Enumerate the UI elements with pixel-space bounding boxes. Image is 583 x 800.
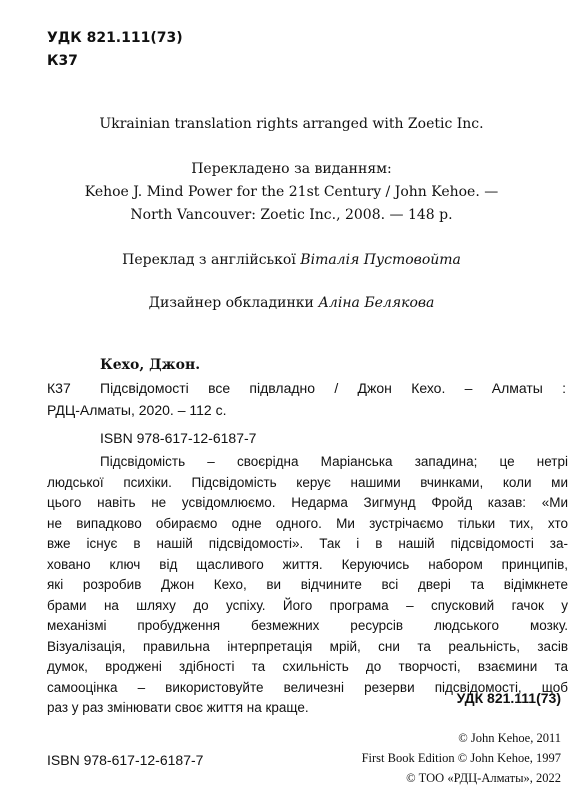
isbn-bottom: ISBN 978-617-12-6187-7 <box>47 752 204 768</box>
copyright-line-1: © John Kehoe, 2011 <box>458 731 561 745</box>
annotation-line: Візуалізація, правильна інтерпретація мрій, сни та реальність, засів <box>47 638 568 654</box>
annotation-line: брами на шляху до успіху. Його програма – спусковий гачок у <box>47 597 568 613</box>
annotation-line: самооцінка – використовуйте величезні резерви підсвідомості, щоб <box>47 679 568 695</box>
annotation <box>47 452 568 719</box>
catalog-code: К37 <box>47 380 71 396</box>
annotation-line: Підсвідомість – своєрідна Маріанська западина; це нетрі <box>100 454 568 469</box>
catalog-isbn: ISBN 978-617-12-6187-7 <box>100 430 257 446</box>
catalog-title-line-2: РДЦ-Алматы, 2020. – 112 с. <box>47 402 227 418</box>
annotation-line: не випадково обираємо одне одного. Ми зустрічаємо тільки тих, хто <box>47 515 568 531</box>
original-edition-line-1: Kehoe J. Mind Power for the 21st Century / John Kehoe. — <box>84 184 499 200</box>
udk-bottom: УДК 821.111(73) <box>456 690 561 706</box>
annotation-line: механізмі пробудження безмежних ресурсів людського мозку. <box>47 618 568 633</box>
designer-name: Аліна Белякова <box>318 295 435 311</box>
udk-code: УДК 821.111(73) <box>47 30 183 46</box>
annotation-line: вже існує в нашій підсвідомості». Так і в нашій підсвідомості за- <box>47 536 568 551</box>
designer-credit <box>0 295 583 311</box>
annotation-line: раз у раз змінювати своє життя на краще. <box>47 700 309 715</box>
catalog-title-line-1 <box>100 380 566 396</box>
annotation-line: ховано ключ від щасливого життя. Керуючись набором принципів, <box>47 556 568 572</box>
catalog-title-line-1-text: Підсвідомості все підвладно / Джон Кехо. – Алматы : <box>100 380 566 396</box>
translator-credit <box>0 252 583 268</box>
copyright-line-2: First Book Edition © John Kehoe, 1997 <box>361 751 561 765</box>
annotation-line: цього навіть не усвідомлюємо. Недарма Зигмунд Фройд казав: «Ми <box>47 495 568 510</box>
designer-label: Дизайнер обкладинки <box>148 295 314 311</box>
translator-label: Переклад з англійської <box>122 252 296 268</box>
annotation-line: які розробив Джон Кехо, ви відчините всі двері та відімкнете <box>47 577 568 592</box>
annotation-line: думок, вроджені здібності та схильність до творчості, взаємини та <box>47 659 568 674</box>
translator-name: Віталія Пустовойта <box>300 252 461 268</box>
rights-notice: Ukrainian translation rights arranged with Zoetic Inc. <box>99 116 484 132</box>
original-edition-heading: Перекладено за виданням: <box>191 161 392 177</box>
catalog-author: Кехо, Джон. <box>100 357 201 373</box>
author-mark: К37 <box>47 53 78 69</box>
copyright-line-3: © ТОО «РДЦ-Алматы», 2022 <box>406 771 561 785</box>
annotation-line: людської психіки. Підсвідомість керує нашими вчинками, коли ми <box>47 474 568 490</box>
original-edition-line-2: North Vancouver: Zoetic Inc., 2008. — 148 p. <box>130 207 453 223</box>
